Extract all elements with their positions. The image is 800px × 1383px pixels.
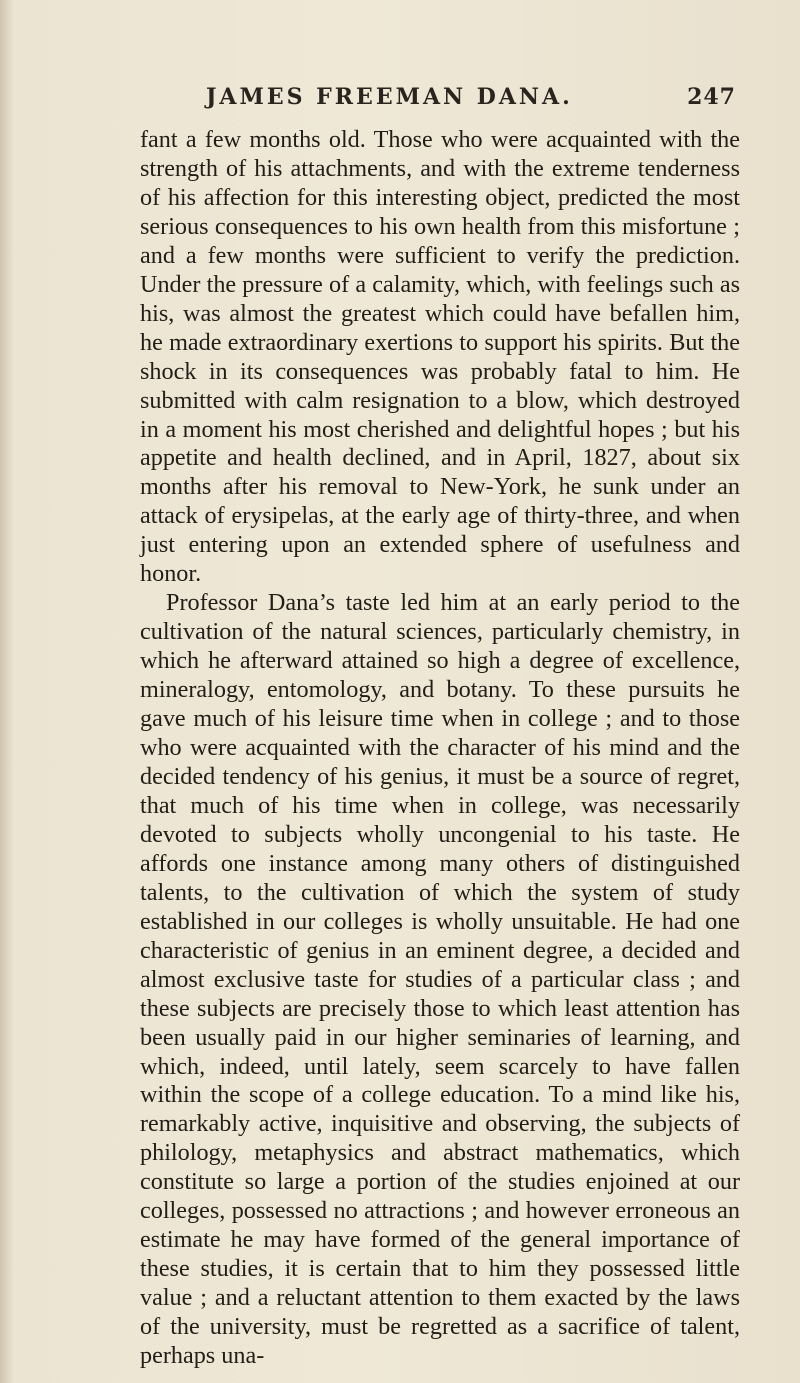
page-gutter-shadow (0, 0, 14, 1383)
page-number: 247 (687, 84, 736, 110)
running-title: JAMES FREEMAN DANA. (206, 84, 573, 110)
body-text (140, 126, 740, 1371)
paragraph-2: Professor Dana’s taste led him at an early period to the cultivation of the natural sciences, particularly chemistry, in which he afterward attained so high a degree of excellence, mineralogy, entomology, and botany. To these pursuits he gave much of his leisure time when in college ; and to those who were acquainted with the character of his mind and the decided tendency of his genius, it must be a source of regret, that much of his time when in college, was necessarily devoted to subjects wholly uncongenial to his taste. He affords one instance among many others of distinguished talents, to the cultivation of which the system of study established in our colleges is wholly unsuitable. He had one characteristic of genius in an eminent degree, a decided and almost exclusive taste for studies of a particular class ; and these subjects are precisely those to which least attention has been usually paid in our higher seminaries of learning, and which, indeed, until lately, seem scarcely to have fallen within the scope of a college education. To a mind like his, remarkably active, inquisitive and observing, the subjects of philology, metaphysics and abstract mathematics, which constitute so large a portion of the studies enjoined at our colleges, possessed no attractions ; and however erroneous an estimate he may have formed of the general importance of these studies, it is certain that to him they possessed little value ; and a reluctant attention to them exacted by the laws of the university, must be regretted as a sacrifice of talent, perhaps una- (140, 589, 740, 1370)
paragraph-1: fant a few months old. Those who were acquainted with the strength of his attachments, and with the extreme tenderness of his affection for this interesting object, predicted the most serious consequences to his own health from this misfortune ; and a few months were sufficient to verify the prediction. Under the pressure of a calamity, which, with feelings such as his, was almost the greatest which could have befallen him, he made extraordinary exertions to support his spirits. But the shock in its consequences was probably fatal to him. He submitted with calm resignation to a blow, which destroyed in a moment his most cherished and delightful hopes ; but his appetite and health declined, and in April, 1827, about six months after his removal to New-York, he sunk under an attack of erysipelas, at the early age of thirty-three, and when just entering upon an extended sphere of usefulness and honor. (140, 126, 740, 588)
running-header (206, 84, 736, 120)
